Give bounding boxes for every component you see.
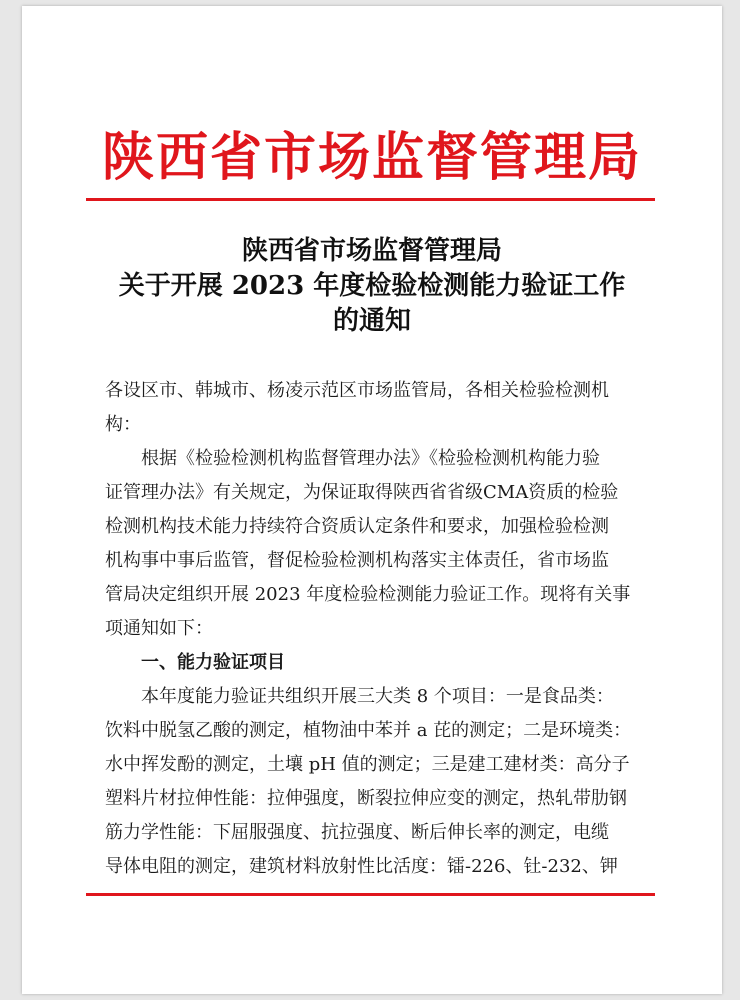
section-line: 筋力学性能：下屈服强度、抗拉强度、断后伸长率的测定，电缆 (105, 822, 609, 843)
masthead-red-rule (86, 198, 655, 201)
document-page (22, 6, 722, 994)
title-line: 陕西省市场监督管理局 (241, 236, 502, 266)
body-line: 各设区市、韩城市、杨凌示范区市场监管局，各相关检验检测机 (105, 380, 609, 401)
document-body (105, 374, 645, 884)
masthead-title: 陕西省市场监督管理局 (101, 127, 642, 188)
section-line: 塑料片材拉伸性能：拉伸强度，断裂拉伸应变的测定，热轧带肋钢 (105, 788, 627, 809)
footer-red-rule (86, 893, 655, 896)
title-line: 关于开展 2023 年度检验检测能力验证工作 (118, 271, 626, 301)
section-line: 水中挥发酚的测定，土壤 pH 值的测定；三是建工建材类：高分子 (105, 754, 630, 775)
body-line: 根据《检验检测机构监督管理办法》《检验检测机构能力验 (105, 448, 600, 469)
section-line: 饮料中脱氢乙酸的测定，植物油中苯并 a 芘的测定；二是环境类： (105, 720, 632, 741)
title-line: 的通知 (332, 306, 411, 336)
body-line: 机构事中事后监管，督促检验检测机构落实主体责任，省市场监 (105, 550, 609, 571)
section-line: 本年度能力验证共组织开展三大类 8 个项目：一是食品类： (105, 686, 614, 707)
section-heading: 一、能力验证项目 (141, 652, 285, 673)
body-line: 管局决定组织开展 2023 年度检验检测能力验证工作。现将有关事 (105, 584, 631, 605)
body-line: 构： (105, 414, 141, 435)
section-line: 导体电阻的测定，建筑材料放射性比活度：镭-226、钍-232、钾 (105, 856, 618, 877)
body-line: 项通知如下： (105, 618, 213, 639)
body-line: 检测机构技术能力持续符合资质认定条件和要求，加强检验检测 (105, 516, 609, 537)
document-title (22, 234, 722, 339)
body-line: 证管理办法》有关规定，为保证取得陕西省省级CMA资质的检验 (105, 482, 619, 503)
